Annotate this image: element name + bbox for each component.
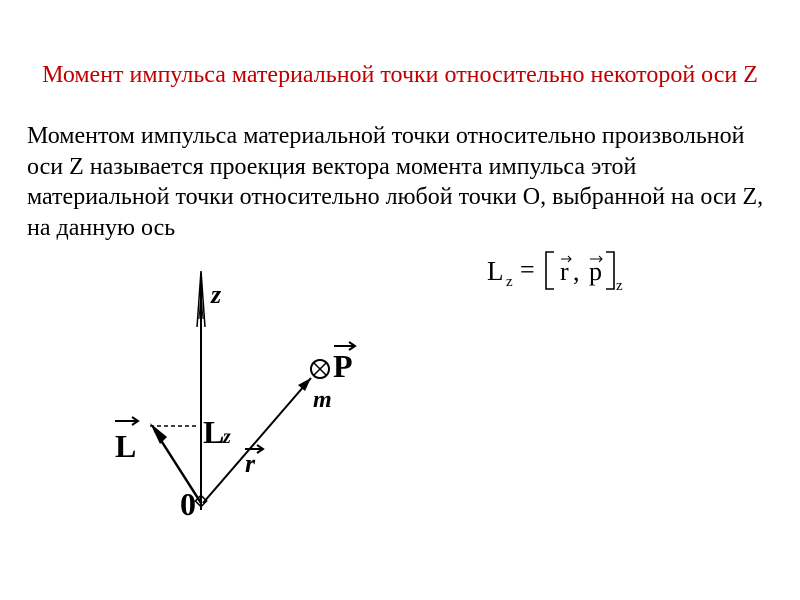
formula-left-bracket [546,252,554,289]
L-label-arrow [115,417,138,425]
L-label: L [115,428,137,464]
vector-diagram [105,265,380,530]
formula-sub-z-left: z [506,274,513,290]
formula-p: p [589,257,602,286]
origin-label: 0 [180,486,196,522]
r-label: r [245,449,256,478]
slide-title: Момент импульса материальной точки относительно некоторой оси Z [42,62,758,88]
definition-paragraph: Моментом импульса материальной точки относительно произвольной оси Z называется проекция вектора момента импульса этой материальной точки относительно любой точки О, выбранной на оси Z, на данную ось [27,123,764,241]
formula-comma: , [573,257,580,286]
m-label: m [313,387,332,413]
formula-equals: = [520,255,535,284]
angular-momentum-formula [486,242,636,292]
Lz-subscript: z [223,426,231,448]
r-vector-arrowhead [298,378,311,391]
Lz-label: L [203,414,225,450]
formula-sub-z-right: z [616,278,623,292]
formula-right-bracket [606,252,614,289]
P-label: P [333,348,353,384]
formula-r: r [560,257,569,286]
formula-L: L [487,256,504,286]
z-axis-label: z [211,280,222,309]
